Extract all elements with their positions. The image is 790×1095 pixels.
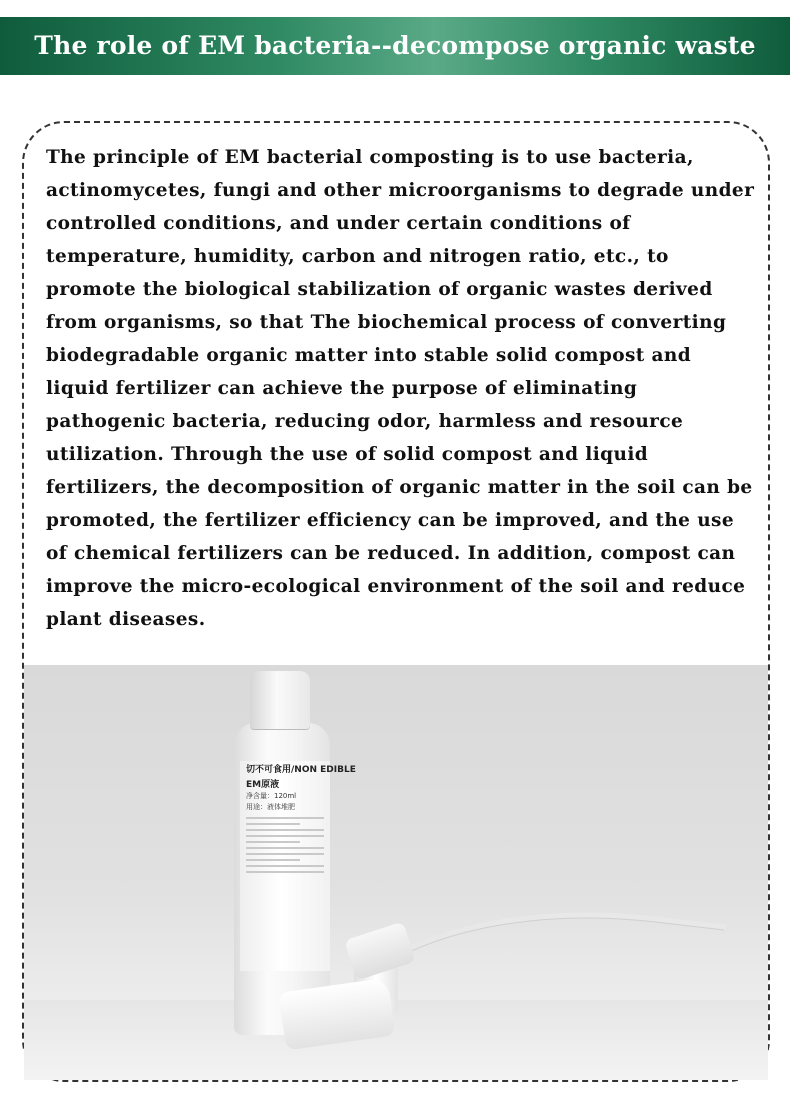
label-warning: 切不可食用/NON EDIBLE <box>246 765 356 775</box>
label-product-name: EM原液 <box>246 780 280 790</box>
description-text: The principle of EM bacterial composting is to use bacteria, actinomycetes, fungi and other microorganisms to degrade under controlled conditions, and under certain conditions of temperature, humidity, carbon and nitrogen ratio, etc., to promote the biological stabilization of organic wastes derived from organisms, so that The biochemical process of converting biodegradable organic matter into stable solid compost and liquid fertilizer can achieve the purpose of eliminating pathogenic bacteria, reducing odor, harmless and resource utilization. Through the use of solid compost and liquid fertilizers, the decomposition of organic matter in the soil can be promoted, the fertilizer efficiency can be improved, and the use of chemical fertilizers can be reduced. In addition, compost can improve the micro-ecological environment of the soil and reduce plant diseases. <box>46 147 755 630</box>
content-frame <box>22 121 770 1082</box>
spray-tube-icon <box>24 665 768 1080</box>
label-use: 用途：液体堆肥 <box>246 803 295 811</box>
title-banner <box>0 17 790 75</box>
page-title: The role of EM bacteria--decompose organic waste <box>34 31 756 60</box>
spray-tube-highlight <box>379 918 724 968</box>
spray-tube <box>379 915 724 965</box>
label-volume: 净含量：120ml <box>246 792 297 800</box>
product-photo <box>24 665 768 1080</box>
